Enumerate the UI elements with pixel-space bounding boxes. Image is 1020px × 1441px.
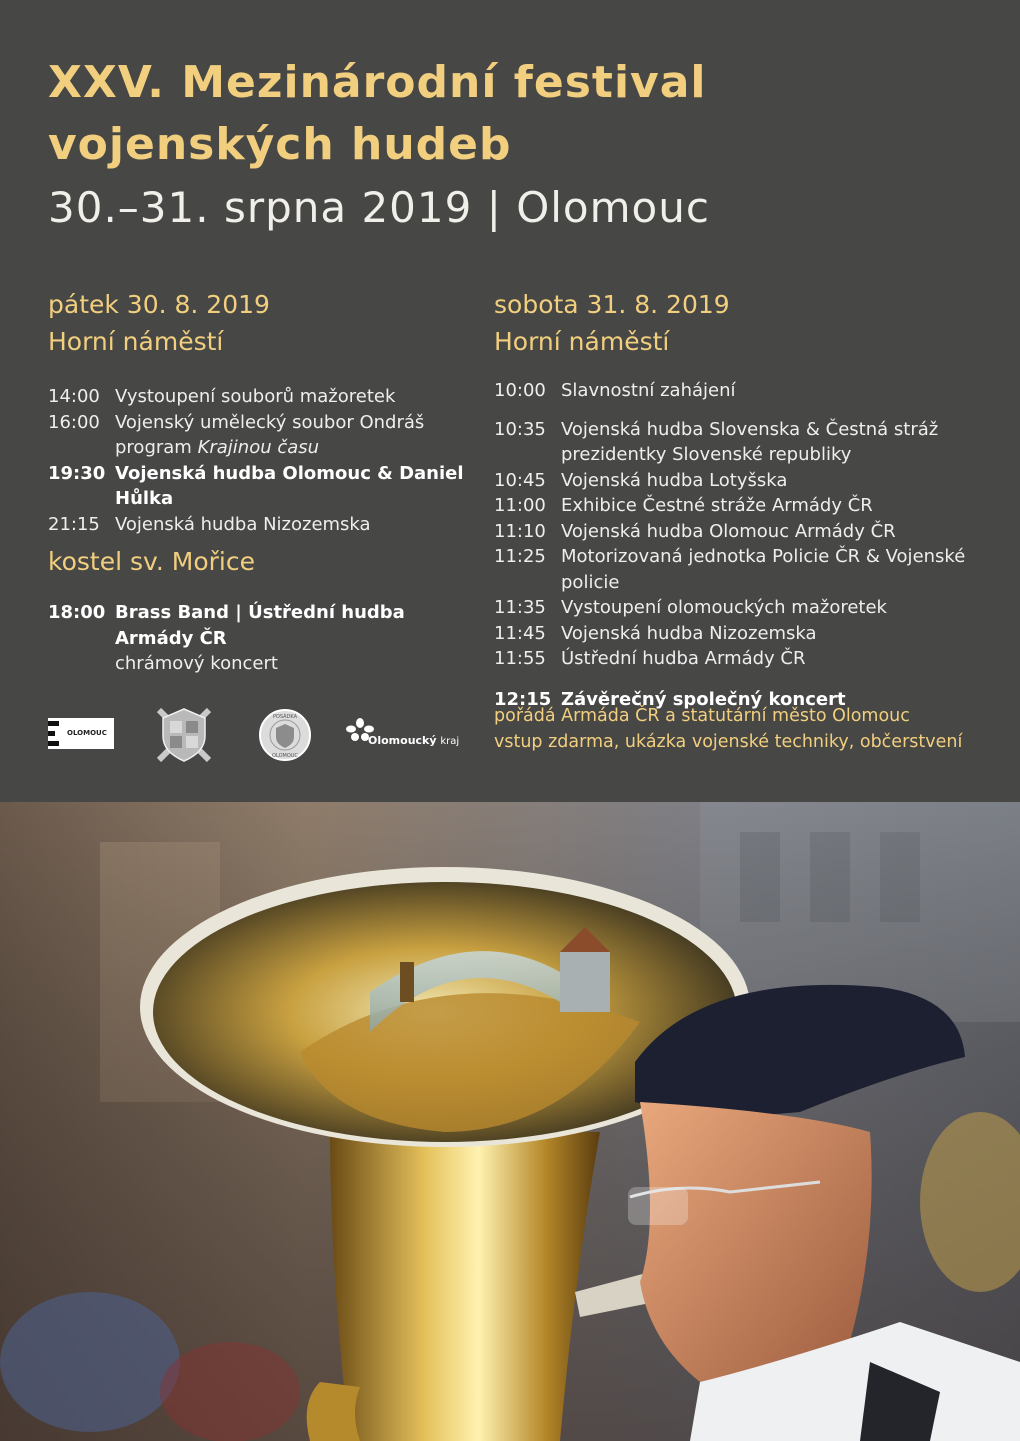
saturday-venue: Horní náměstí <box>494 327 670 356</box>
date-place: 30.–31. srpna 2019 | Olomouc <box>48 183 710 232</box>
schedule-row <box>48 600 478 677</box>
olomouc-logo-text: OLOMOUC <box>67 729 107 737</box>
schedule-row <box>494 417 994 468</box>
event-time: 11:25 <box>494 546 546 567</box>
olomoucky-kraj-logo <box>346 718 460 747</box>
event-time: 10:45 <box>494 469 546 491</box>
friday-schedule <box>48 384 478 537</box>
posadka-olomouc-badge-icon <box>258 708 312 762</box>
event-name: Slavnostní zahájení <box>561 380 736 401</box>
event-name-line1: Vojenský umělecký soubor Ondráš <box>115 411 425 433</box>
event-name <box>561 417 994 468</box>
schedule-row <box>494 378 994 404</box>
schedule-row <box>494 595 994 621</box>
friday-venue: Horní náměstí <box>48 327 224 356</box>
event-name-line2: prezidentky Slovenské republiky <box>561 444 852 465</box>
schedule-row <box>494 621 994 647</box>
schedule-row <box>494 544 994 595</box>
event-name <box>115 410 478 461</box>
region-name-main: Olomoucký <box>368 734 437 747</box>
event-time: 10:35 <box>494 418 546 440</box>
region-name-suffix: kraj <box>440 736 460 747</box>
church-concert-title: Brass Band | Ústřední hudba Armády ČR <box>115 602 405 649</box>
event-time: 21:15 <box>48 513 100 535</box>
event-time: 10:00 <box>494 380 546 401</box>
event-name: Exhibice Čestné stráže Armády ČR <box>561 495 873 516</box>
festival-title <box>48 52 707 176</box>
event-name <box>115 600 478 677</box>
friday-heading <box>48 286 270 360</box>
event-name-line1: Vojenská hudba Slovenska & Čestná stráž <box>561 418 939 440</box>
schedule-row <box>494 646 994 672</box>
army-emblem-icon <box>155 706 213 764</box>
friday-day: pátek 30. 8. 2019 <box>48 290 270 319</box>
partner-logos <box>48 702 468 768</box>
church-schedule <box>48 600 478 677</box>
event-name: Závěrečný společný koncert <box>561 688 846 710</box>
event-name: Vojenská hudba Lotyšska <box>561 469 788 491</box>
title-line-1: XXV. Mezinárodní festival <box>48 57 707 108</box>
event-name: Vystoupení souborů mažoretek <box>115 386 396 407</box>
tuba-player-photo <box>0 802 1020 1441</box>
event-name: Vojenská hudba Nizozemska <box>115 513 371 535</box>
region-name <box>368 734 459 747</box>
event-time: 16:00 <box>48 411 100 433</box>
event-time: 12:15 <box>494 688 552 710</box>
schedule-row <box>48 410 478 461</box>
event-time: 11:00 <box>494 495 546 516</box>
organizer-text: pořádá Armáda ČR a statutární město Olomouc <box>494 706 910 726</box>
church-heading: kostel sv. Mořice <box>48 547 255 576</box>
event-time: 19:30 <box>48 462 106 484</box>
posadka-bottom-text: OLOMOUC <box>272 753 298 759</box>
festival-info <box>494 703 962 755</box>
schedule-row <box>48 384 478 410</box>
saturday-schedule <box>494 378 994 712</box>
event-time: 11:45 <box>494 622 546 644</box>
saturday-heading <box>494 286 730 360</box>
event-time: 18:00 <box>48 602 106 623</box>
schedule-row <box>48 512 478 538</box>
schedule-row-highlight <box>48 461 478 512</box>
church-concert-subtitle: chrámový koncert <box>115 653 278 674</box>
event-program-title: Krajinou času <box>197 437 320 458</box>
schedule-row <box>494 468 994 494</box>
event-name: Motorizovaná jednotka Policie ČR & Vojenské policie <box>561 546 966 593</box>
event-name: Vystoupení olomouckých mažoretek <box>561 597 887 618</box>
olomouc-city-logo <box>48 718 114 749</box>
saturday-day: sobota 31. 8. 2019 <box>494 290 730 319</box>
extras-text: vstup zdarma, ukázka vojenské techniky, občerstvení <box>494 732 963 752</box>
event-program-prefix: program <box>115 437 198 458</box>
event-name: Vojenská hudba Olomouc Armády ČR <box>561 520 896 542</box>
event-name: Vojenská hudba Nizozemska <box>561 622 817 644</box>
event-time: 11:35 <box>494 597 546 618</box>
event-time: 11:10 <box>494 520 546 542</box>
event-time: 11:55 <box>494 648 546 669</box>
event-name: Vojenská hudba Olomouc & Daniel Hůlka <box>115 462 464 509</box>
schedule-row <box>494 519 994 545</box>
schedule-row <box>494 493 994 519</box>
posadka-top-text: POSÁDKA <box>272 714 298 720</box>
title-line-2: vojenských hudeb <box>48 119 512 170</box>
event-name: Ústřední hudba Armády ČR <box>561 648 806 669</box>
event-time: 14:00 <box>48 386 100 407</box>
